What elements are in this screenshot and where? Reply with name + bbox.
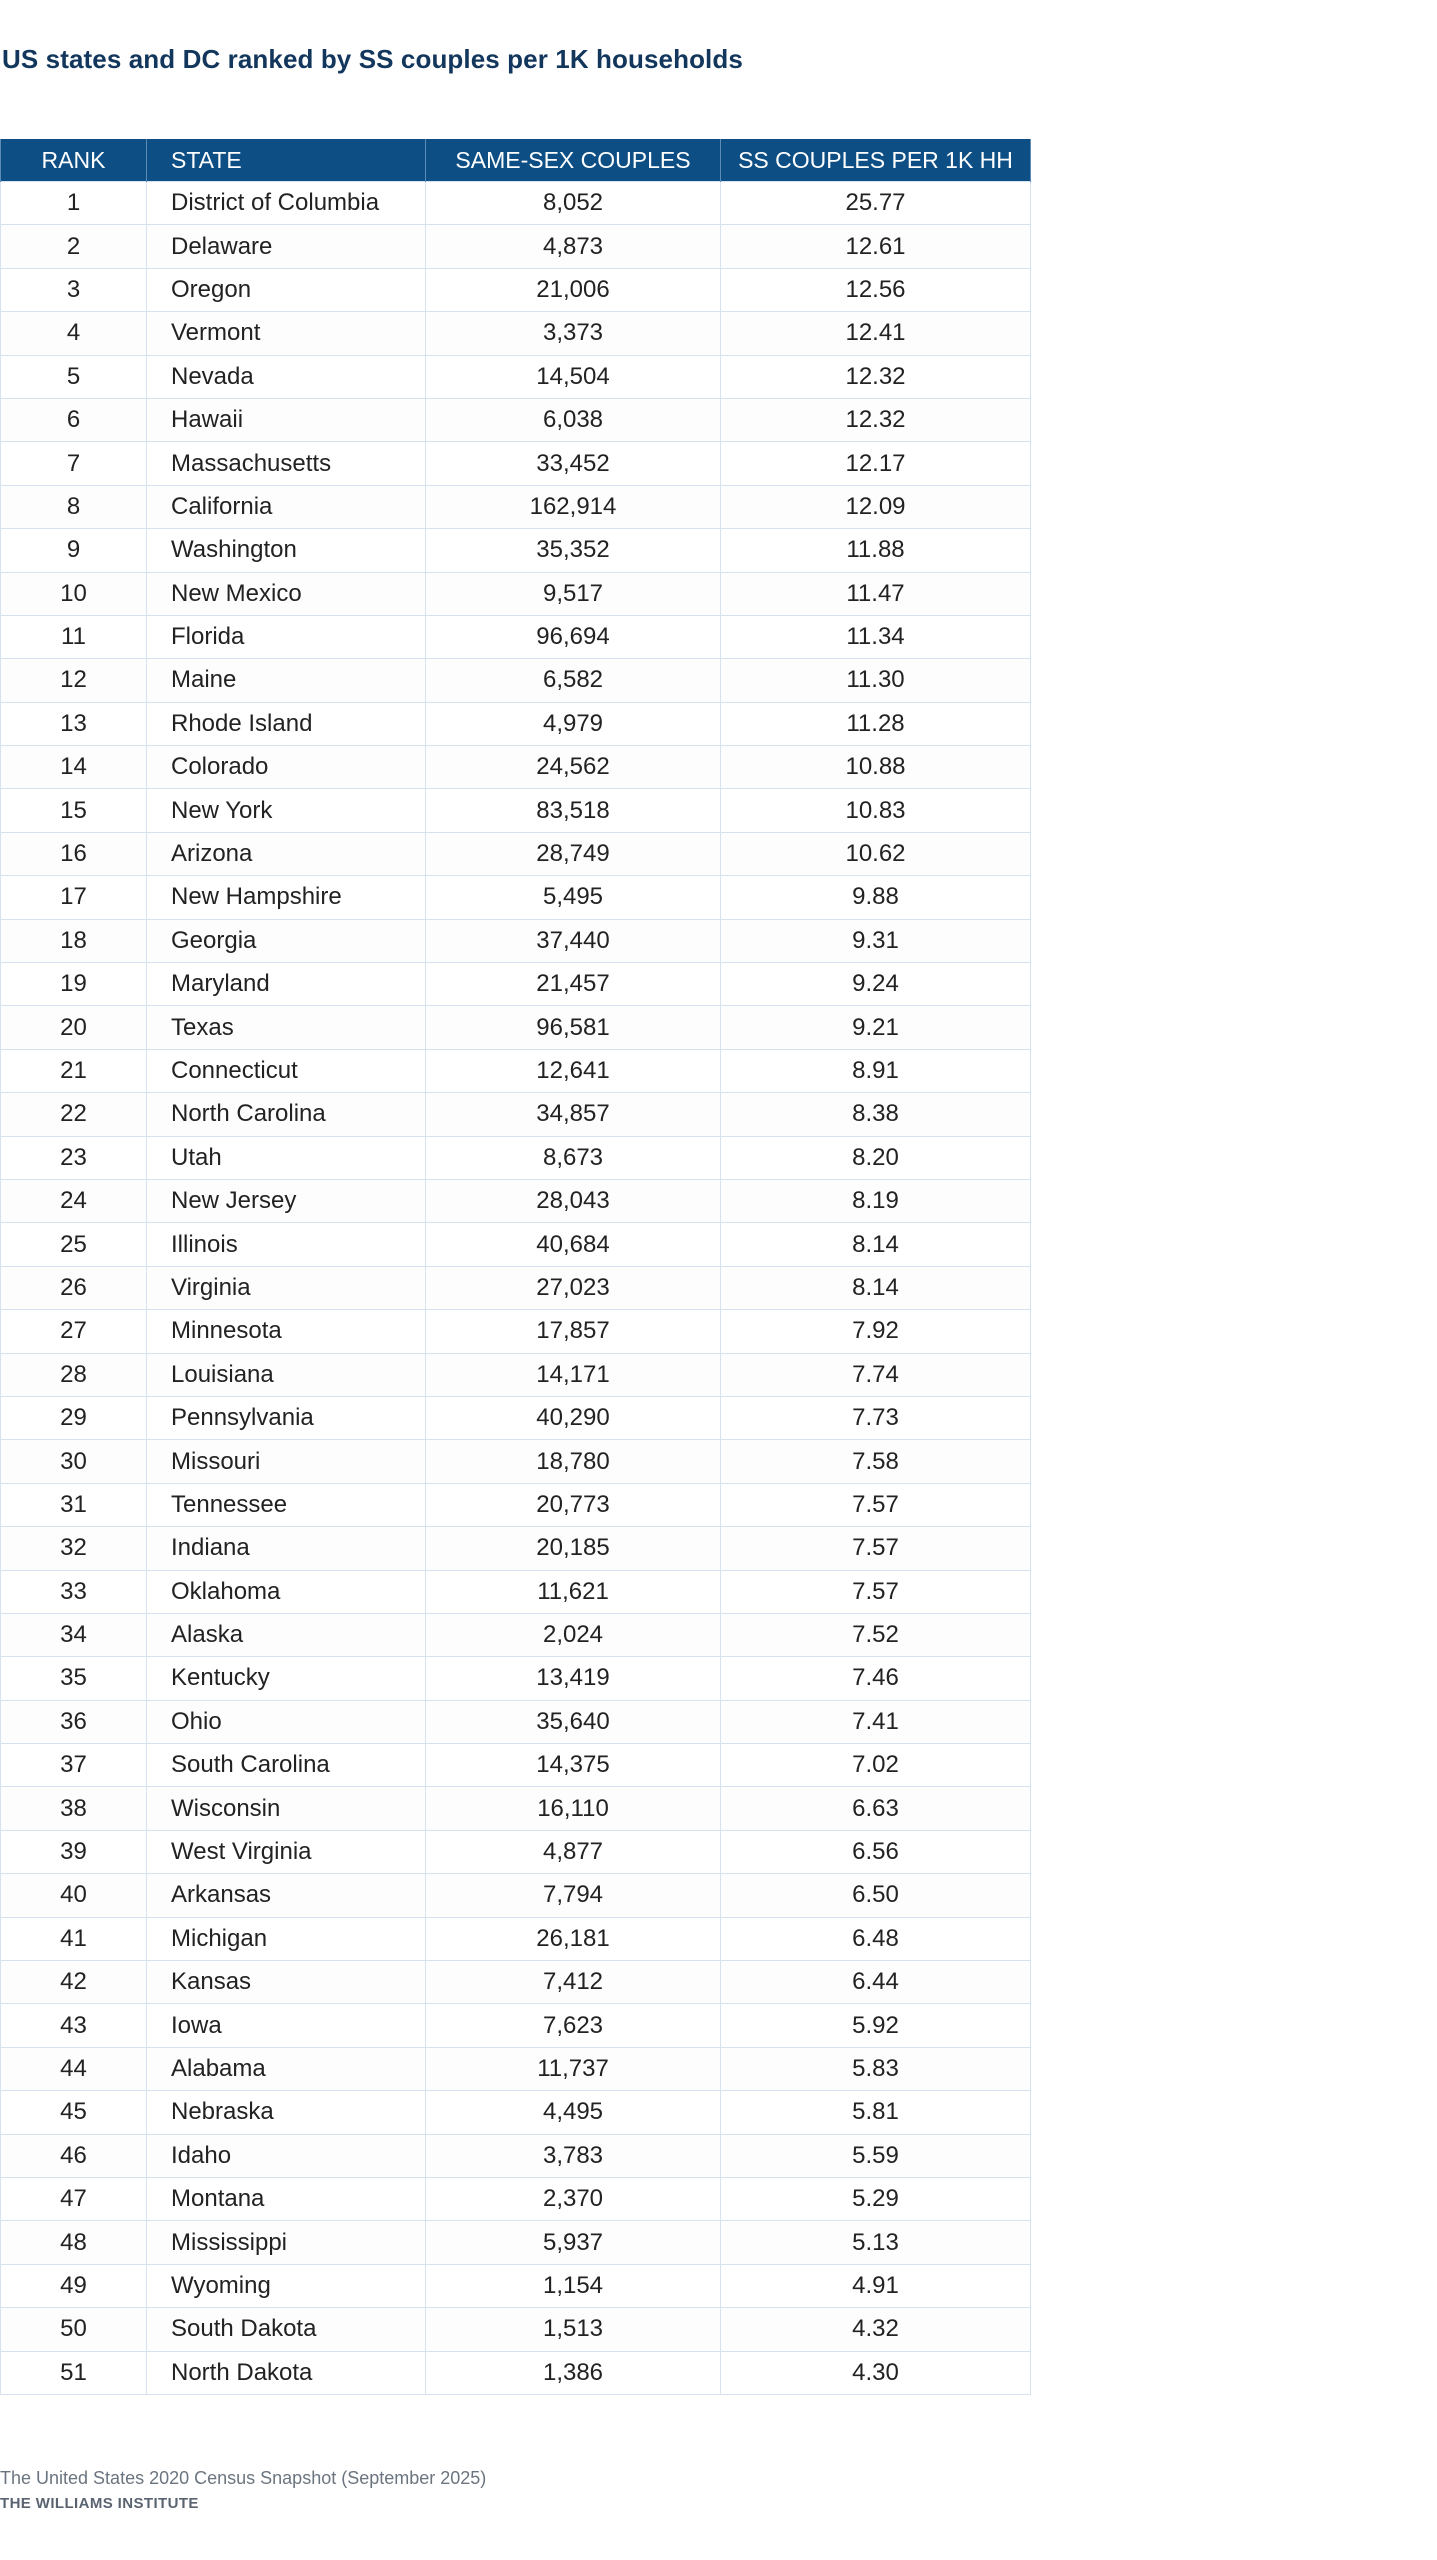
table-row [1, 789, 1031, 832]
same-sex-couples-cell: 5,937 [426, 2221, 721, 2264]
rank-cell: 29 [1, 1396, 147, 1439]
state-cell: Massachusetts [147, 442, 426, 485]
rank-cell: 45 [1, 2091, 147, 2134]
table-row [1, 1179, 1031, 1222]
state-cell: Louisiana [147, 1353, 426, 1396]
same-sex-couples-cell: 12,641 [426, 1049, 721, 1092]
table-row [1, 312, 1031, 355]
ss-couples-per-1k-cell: 8.14 [721, 1223, 1031, 1266]
rank-cell: 49 [1, 2264, 147, 2307]
table-row [1, 1700, 1031, 1743]
same-sex-couples-cell: 24,562 [426, 746, 721, 789]
same-sex-couples-cell: 21,457 [426, 963, 721, 1006]
rank-cell: 8 [1, 485, 147, 528]
ss-couples-per-1k-cell: 12.61 [721, 225, 1031, 268]
state-cell: Virginia [147, 1266, 426, 1309]
ss-couples-per-1k-cell: 12.17 [721, 442, 1031, 485]
ss-couples-per-1k-cell: 7.02 [721, 1744, 1031, 1787]
state-cell: Hawaii [147, 398, 426, 441]
rank-cell: 26 [1, 1266, 147, 1309]
ss-couples-per-1k-cell: 4.91 [721, 2264, 1031, 2307]
ss-couples-per-1k-cell: 6.50 [721, 1874, 1031, 1917]
state-cell: Missouri [147, 1440, 426, 1483]
same-sex-couples-cell: 7,412 [426, 1961, 721, 2004]
ss-couples-per-1k-cell: 12.56 [721, 268, 1031, 311]
rank-cell: 10 [1, 572, 147, 615]
ss-couples-per-1k-cell: 25.77 [721, 182, 1031, 225]
rank-cell: 21 [1, 1049, 147, 1092]
state-cell: South Dakota [147, 2308, 426, 2351]
ss-couples-per-1k-cell: 8.14 [721, 1266, 1031, 1309]
state-cell: Kansas [147, 1961, 426, 2004]
table-row [1, 1396, 1031, 1439]
ss-couples-per-1k-cell: 12.41 [721, 312, 1031, 355]
same-sex-couples-cell: 4,979 [426, 702, 721, 745]
rank-cell: 23 [1, 1136, 147, 1179]
state-cell: South Carolina [147, 1744, 426, 1787]
state-cell: New York [147, 789, 426, 832]
same-sex-couples-cell: 5,495 [426, 876, 721, 919]
state-cell: Wisconsin [147, 1787, 426, 1830]
ss-couples-per-1k-cell: 4.30 [721, 2351, 1031, 2394]
state-cell: Connecticut [147, 1049, 426, 1092]
same-sex-couples-cell: 83,518 [426, 789, 721, 832]
header-rank: RANK [1, 139, 147, 182]
state-cell: New Mexico [147, 572, 426, 615]
same-sex-couples-cell: 27,023 [426, 1266, 721, 1309]
rank-cell: 2 [1, 225, 147, 268]
table-row [1, 1787, 1031, 1830]
rank-cell: 31 [1, 1483, 147, 1526]
table-row [1, 2047, 1031, 2090]
table-row [1, 1353, 1031, 1396]
rank-cell: 28 [1, 1353, 147, 1396]
state-cell: Arizona [147, 832, 426, 875]
chart-title: US states and DC ranked by SS couples per 1K households [2, 44, 743, 74]
table-row [1, 2177, 1031, 2220]
state-cell: Mississippi [147, 2221, 426, 2264]
rank-cell: 13 [1, 702, 147, 745]
state-cell: Indiana [147, 1527, 426, 1570]
ss-couples-per-1k-cell: 9.31 [721, 919, 1031, 962]
table-row [1, 1093, 1031, 1136]
same-sex-couples-cell: 96,581 [426, 1006, 721, 1049]
ss-couples-per-1k-cell: 5.92 [721, 2004, 1031, 2047]
same-sex-couples-cell: 8,052 [426, 182, 721, 225]
same-sex-couples-cell: 3,783 [426, 2134, 721, 2177]
table-row [1, 1049, 1031, 1092]
table-row [1, 615, 1031, 658]
ss-couples-per-1k-cell: 10.62 [721, 832, 1031, 875]
table-body [1, 182, 1031, 2395]
same-sex-couples-cell: 9,517 [426, 572, 721, 615]
table-row [1, 659, 1031, 702]
table-row [1, 398, 1031, 441]
ranking-table [0, 139, 1031, 2395]
state-cell: Oklahoma [147, 1570, 426, 1613]
ss-couples-per-1k-cell: 8.20 [721, 1136, 1031, 1179]
same-sex-couples-cell: 4,877 [426, 1830, 721, 1873]
rank-cell: 6 [1, 398, 147, 441]
same-sex-couples-cell: 162,914 [426, 485, 721, 528]
same-sex-couples-cell: 1,513 [426, 2308, 721, 2351]
state-cell: Kentucky [147, 1657, 426, 1700]
ss-couples-per-1k-cell: 11.34 [721, 615, 1031, 658]
ss-couples-per-1k-cell: 7.57 [721, 1570, 1031, 1613]
table-row [1, 485, 1031, 528]
ss-couples-per-1k-cell: 5.29 [721, 2177, 1031, 2220]
table-row [1, 2264, 1031, 2307]
ss-couples-per-1k-cell: 9.21 [721, 1006, 1031, 1049]
same-sex-couples-cell: 17,857 [426, 1310, 721, 1353]
table-row [1, 963, 1031, 1006]
state-cell: Texas [147, 1006, 426, 1049]
rank-cell: 19 [1, 963, 147, 1006]
table-row [1, 1483, 1031, 1526]
state-cell: Washington [147, 529, 426, 572]
state-cell: Oregon [147, 268, 426, 311]
rank-cell: 18 [1, 919, 147, 962]
same-sex-couples-cell: 35,640 [426, 1700, 721, 1743]
same-sex-couples-cell: 18,780 [426, 1440, 721, 1483]
table-row [1, 1744, 1031, 1787]
table-row [1, 1961, 1031, 2004]
header-same-sex-couples: SAME-SEX COUPLES [426, 139, 721, 182]
ss-couples-per-1k-cell: 7.52 [721, 1613, 1031, 1656]
same-sex-couples-cell: 14,171 [426, 1353, 721, 1396]
rank-cell: 4 [1, 312, 147, 355]
table-row [1, 2221, 1031, 2264]
same-sex-couples-cell: 2,370 [426, 2177, 721, 2220]
rank-cell: 12 [1, 659, 147, 702]
state-cell: California [147, 485, 426, 528]
rank-cell: 36 [1, 1700, 147, 1743]
rank-cell: 27 [1, 1310, 147, 1353]
state-cell: Ohio [147, 1700, 426, 1743]
rank-cell: 43 [1, 2004, 147, 2047]
ss-couples-per-1k-cell: 7.74 [721, 1353, 1031, 1396]
table-row [1, 1874, 1031, 1917]
ss-couples-per-1k-cell: 6.44 [721, 1961, 1031, 2004]
state-cell: Nevada [147, 355, 426, 398]
ss-couples-per-1k-cell: 8.19 [721, 1179, 1031, 1222]
state-cell: Minnesota [147, 1310, 426, 1353]
same-sex-couples-cell: 40,684 [426, 1223, 721, 1266]
state-cell: Maryland [147, 963, 426, 1006]
rank-cell: 15 [1, 789, 147, 832]
ss-couples-per-1k-cell: 8.91 [721, 1049, 1031, 1092]
state-cell: New Hampshire [147, 876, 426, 919]
ss-couples-per-1k-cell: 11.47 [721, 572, 1031, 615]
ss-couples-per-1k-cell: 12.32 [721, 398, 1031, 441]
table-row [1, 832, 1031, 875]
ss-couples-per-1k-cell: 7.58 [721, 1440, 1031, 1483]
state-cell: Montana [147, 2177, 426, 2220]
same-sex-couples-cell: 13,419 [426, 1657, 721, 1700]
state-cell: Delaware [147, 225, 426, 268]
ss-couples-per-1k-cell: 6.56 [721, 1830, 1031, 1873]
state-cell: Arkansas [147, 1874, 426, 1917]
table-row [1, 442, 1031, 485]
rank-cell: 42 [1, 1961, 147, 2004]
ss-couples-per-1k-cell: 12.09 [721, 485, 1031, 528]
ss-couples-per-1k-cell: 7.57 [721, 1483, 1031, 1526]
ss-couples-per-1k-cell: 7.73 [721, 1396, 1031, 1439]
same-sex-couples-cell: 21,006 [426, 268, 721, 311]
ss-couples-per-1k-cell: 9.88 [721, 876, 1031, 919]
same-sex-couples-cell: 8,673 [426, 1136, 721, 1179]
ss-couples-per-1k-cell: 7.46 [721, 1657, 1031, 1700]
ss-couples-per-1k-cell: 7.57 [721, 1527, 1031, 1570]
state-cell: Pennsylvania [147, 1396, 426, 1439]
header-row [1, 139, 1031, 182]
same-sex-couples-cell: 14,375 [426, 1744, 721, 1787]
table-row [1, 529, 1031, 572]
table-row [1, 182, 1031, 225]
same-sex-couples-cell: 11,737 [426, 2047, 721, 2090]
table-row [1, 1136, 1031, 1179]
state-cell: Idaho [147, 2134, 426, 2177]
rank-cell: 33 [1, 1570, 147, 1613]
rank-cell: 32 [1, 1527, 147, 1570]
ss-couples-per-1k-cell: 11.88 [721, 529, 1031, 572]
ss-couples-per-1k-cell: 5.83 [721, 2047, 1031, 2090]
same-sex-couples-cell: 20,185 [426, 1527, 721, 1570]
rank-cell: 44 [1, 2047, 147, 2090]
same-sex-couples-cell: 28,749 [426, 832, 721, 875]
rank-cell: 7 [1, 442, 147, 485]
rank-cell: 16 [1, 832, 147, 875]
same-sex-couples-cell: 40,290 [426, 1396, 721, 1439]
table-row [1, 702, 1031, 745]
rank-cell: 5 [1, 355, 147, 398]
ss-couples-per-1k-cell: 11.30 [721, 659, 1031, 702]
state-cell: Iowa [147, 2004, 426, 2047]
rank-cell: 24 [1, 1179, 147, 1222]
rank-cell: 25 [1, 1223, 147, 1266]
state-cell: West Virginia [147, 1830, 426, 1873]
state-cell: Florida [147, 615, 426, 658]
table-row [1, 572, 1031, 615]
header-ss-couples-per-1k-hh: SS COUPLES PER 1K HH [721, 139, 1031, 182]
table-row [1, 1657, 1031, 1700]
rank-cell: 14 [1, 746, 147, 789]
rank-cell: 40 [1, 1874, 147, 1917]
same-sex-couples-cell: 6,582 [426, 659, 721, 702]
ss-couples-per-1k-cell: 7.92 [721, 1310, 1031, 1353]
ss-couples-per-1k-cell: 10.88 [721, 746, 1031, 789]
same-sex-couples-cell: 28,043 [426, 1179, 721, 1222]
table-row [1, 746, 1031, 789]
table-row [1, 876, 1031, 919]
rank-cell: 47 [1, 2177, 147, 2220]
same-sex-couples-cell: 33,452 [426, 442, 721, 485]
same-sex-couples-cell: 2,024 [426, 1613, 721, 1656]
rank-cell: 51 [1, 2351, 147, 2394]
same-sex-couples-cell: 3,373 [426, 312, 721, 355]
state-cell: New Jersey [147, 1179, 426, 1222]
table-row [1, 1310, 1031, 1353]
same-sex-couples-cell: 14,504 [426, 355, 721, 398]
state-cell: Illinois [147, 1223, 426, 1266]
organization-name: THE WILLIAMS INSTITUTE [0, 2495, 199, 2512]
rank-cell: 50 [1, 2308, 147, 2351]
rank-cell: 37 [1, 1744, 147, 1787]
table-row [1, 225, 1031, 268]
state-cell: Alaska [147, 1613, 426, 1656]
table-row [1, 2004, 1031, 2047]
ss-couples-per-1k-cell: 10.83 [721, 789, 1031, 832]
table-row [1, 2134, 1031, 2177]
state-cell: Vermont [147, 312, 426, 355]
header-state: STATE [147, 139, 426, 182]
rank-cell: 48 [1, 2221, 147, 2264]
ss-couples-per-1k-cell: 5.13 [721, 2221, 1031, 2264]
rank-cell: 20 [1, 1006, 147, 1049]
table-row [1, 1830, 1031, 1873]
table-row [1, 2308, 1031, 2351]
state-cell: Wyoming [147, 2264, 426, 2307]
same-sex-couples-cell: 26,181 [426, 1917, 721, 1960]
table-row [1, 1006, 1031, 1049]
rank-cell: 9 [1, 529, 147, 572]
same-sex-couples-cell: 1,386 [426, 2351, 721, 2394]
same-sex-couples-cell: 4,873 [426, 225, 721, 268]
same-sex-couples-cell: 96,694 [426, 615, 721, 658]
same-sex-couples-cell: 11,621 [426, 1570, 721, 1613]
ss-couples-per-1k-cell: 7.41 [721, 1700, 1031, 1743]
rank-cell: 41 [1, 1917, 147, 1960]
state-cell: Maine [147, 659, 426, 702]
table-row [1, 2351, 1031, 2394]
same-sex-couples-cell: 34,857 [426, 1093, 721, 1136]
ss-couples-per-1k-cell: 12.32 [721, 355, 1031, 398]
rank-cell: 35 [1, 1657, 147, 1700]
table-row [1, 2091, 1031, 2134]
table-row [1, 1223, 1031, 1266]
same-sex-couples-cell: 6,038 [426, 398, 721, 441]
state-cell: Rhode Island [147, 702, 426, 745]
same-sex-couples-cell: 37,440 [426, 919, 721, 962]
state-cell: Michigan [147, 1917, 426, 1960]
ss-couples-per-1k-cell: 6.48 [721, 1917, 1031, 1960]
state-cell: North Carolina [147, 1093, 426, 1136]
rank-cell: 3 [1, 268, 147, 311]
state-cell: Alabama [147, 2047, 426, 2090]
same-sex-couples-cell: 1,154 [426, 2264, 721, 2307]
same-sex-couples-cell: 4,495 [426, 2091, 721, 2134]
table-row [1, 919, 1031, 962]
table-row [1, 1613, 1031, 1656]
source-note: The United States 2020 Census Snapshot (September 2025) [0, 2468, 487, 2488]
ss-couples-per-1k-cell: 4.32 [721, 2308, 1031, 2351]
state-cell: North Dakota [147, 2351, 426, 2394]
state-cell: Utah [147, 1136, 426, 1179]
ss-couples-per-1k-cell: 11.28 [721, 702, 1031, 745]
table-row [1, 1570, 1031, 1613]
rank-cell: 30 [1, 1440, 147, 1483]
same-sex-couples-cell: 35,352 [426, 529, 721, 572]
table-row [1, 1266, 1031, 1309]
rank-cell: 22 [1, 1093, 147, 1136]
ss-couples-per-1k-cell: 6.63 [721, 1787, 1031, 1830]
state-cell: District of Columbia [147, 182, 426, 225]
ss-couples-per-1k-cell: 8.38 [721, 1093, 1031, 1136]
state-cell: Nebraska [147, 2091, 426, 2134]
rank-cell: 1 [1, 182, 147, 225]
rank-cell: 38 [1, 1787, 147, 1830]
same-sex-couples-cell: 7,623 [426, 2004, 721, 2047]
ss-couples-per-1k-cell: 5.81 [721, 2091, 1031, 2134]
state-cell: Colorado [147, 746, 426, 789]
rank-cell: 11 [1, 615, 147, 658]
rank-cell: 17 [1, 876, 147, 919]
rank-cell: 39 [1, 1830, 147, 1873]
rank-cell: 46 [1, 2134, 147, 2177]
ss-couples-per-1k-cell: 5.59 [721, 2134, 1031, 2177]
same-sex-couples-cell: 16,110 [426, 1787, 721, 1830]
table-row [1, 1917, 1031, 1960]
rank-cell: 34 [1, 1613, 147, 1656]
table-row [1, 1440, 1031, 1483]
table-row [1, 268, 1031, 311]
table-row [1, 355, 1031, 398]
table-row [1, 1527, 1031, 1570]
same-sex-couples-cell: 20,773 [426, 1483, 721, 1526]
state-cell: Georgia [147, 919, 426, 962]
state-cell: Tennessee [147, 1483, 426, 1526]
ss-couples-per-1k-cell: 9.24 [721, 963, 1031, 1006]
same-sex-couples-cell: 7,794 [426, 1874, 721, 1917]
